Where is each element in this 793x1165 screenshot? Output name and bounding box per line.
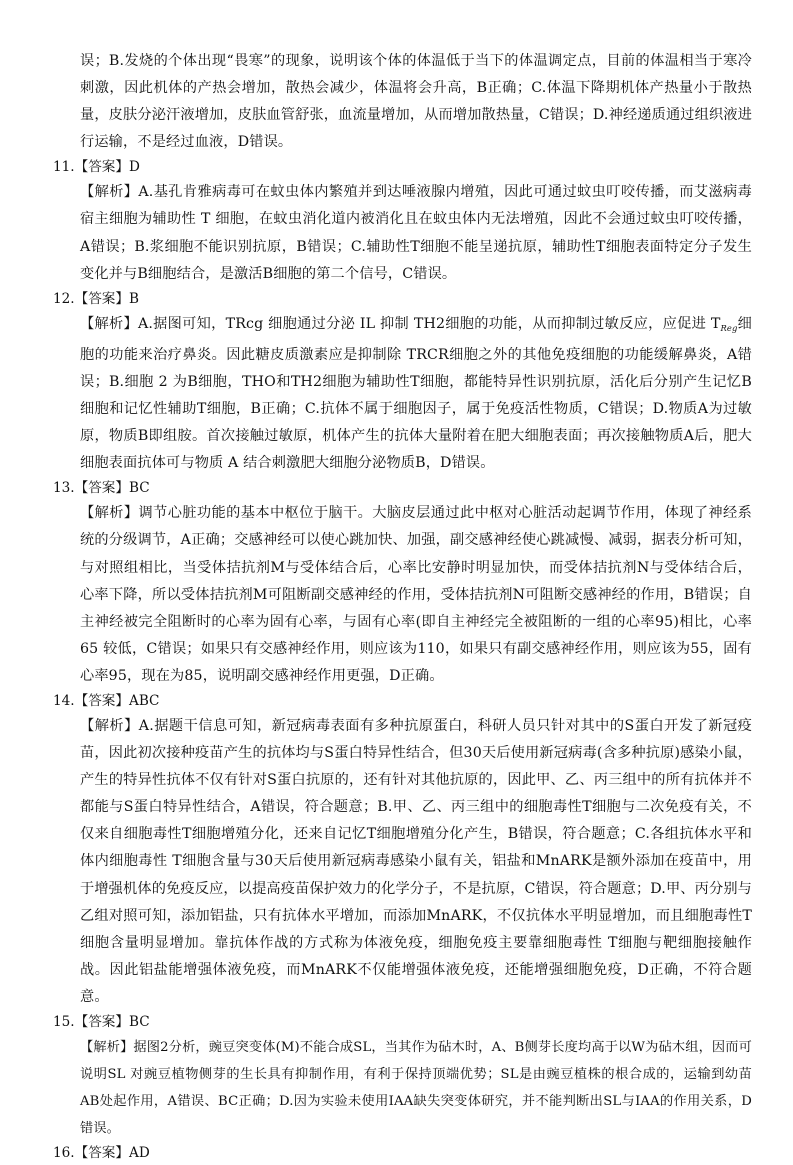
answer-line-14 bbox=[40, 690, 752, 713]
question-number: 11. bbox=[53, 159, 75, 176]
answer-line-15 bbox=[40, 1011, 752, 1034]
subscript-reg: Reg bbox=[720, 322, 738, 333]
continuation-paragraph: 误；B.发烧的个体出现“畏寒”的现象，说明该个体的体温低于当下的体温调定点，目前的体温相当于寒冷刺激，因此机体的产热会增加，散热会减少，体温将会升高，B正确；C.体温下降期机体产热量小于散热量，皮肤分泌汗液增加，皮肤血管舒张，血流量增加，从而增加散热量，C错误；D.神经递质通过组织液进行运输，不是经过血液，D错误。 bbox=[80, 53, 752, 151]
answer-label: 【答案】ABC bbox=[74, 692, 160, 709]
analysis-paragraph-13: 【解析】调节心脏功能的基本中枢位于脑干。大脑皮层通过此中枢对心脏活动起调节作用，体现了神经系统的分级调节，A正确；交感神经可以使心跳加快、加强，副交感神经使心跳减慢、减弱，据表分析可知，与对照组相比，当受体拮抗剂M与受体结合后，心率比安静时明显加快，而受体拮抗剂N与受体结合后，心率下降，所以受体拮抗剂M可阻断副交感神经的作用，受体拮抗剂N可阻断交感神经的作用，B错误；自主神经被完全阻断时的心率为固有心率，与固有心率(即自主神经完全被阻断的一组的心率95)相比，心率65 较低，C错误；如果只有交感神经作用，则应该为110，如果只有副交感神经作用，则应该为55，固有心率95，现在为85，说明副交感神经作用更强，D正确。 bbox=[80, 505, 752, 684]
answer-key-page bbox=[40, 48, 752, 1165]
answer-line-13 bbox=[40, 477, 752, 500]
answer-line-12 bbox=[40, 288, 752, 311]
answer-label: 【答案】D bbox=[74, 159, 140, 176]
question-number: 14. bbox=[53, 692, 75, 709]
analysis-paragraph-15: 【解析】据图2分析，豌豆突变体(M)不能合成SL，当其作为砧木时，A、B侧芽长度均高于以W为砧木组，因而可说明SL 对豌豆植物侧芽的生长具有抑制作用，有利于保持顶端优势；SL是由豌豆植株的根合成的，运输到幼苗AB处起作用，A错误、BC正确；D.因为实验未使用IAA缺失突变体研究，并不能判断出SL与IAA的作用关系，D错误。 bbox=[80, 1040, 752, 1136]
analysis-text-part-a: 【解析】A.据图可知，TRcg 细胞通过分泌 IL 抑制 TH2细胞的功能，从而抑制过敏反应，应促进 T bbox=[80, 315, 721, 332]
analysis-paragraph-14: 【解析】A.据题干信息可知，新冠病毒表面有多种抗原蛋白，科研人员只针对其中的S蛋白开发了新冠疫苗，因此初次接种疫苗产生的抗体均与S蛋白特异性结合，但30天后使用新冠病毒(含多种抗原)感染小鼠，产生的特异性抗体不仅有针对S蛋白抗原的，还有针对其他抗原的，因此甲、乙、丙三组中的所有抗体并不都能与S蛋白特异性结合，A错误，符合题意；B.甲、乙、丙三组中的细胞毒性T细胞与二次免疫有关，不仅来自细胞毒性T细胞增殖分化，还来自记忆T细胞增殖分化产生，B错误，符合题意；C.各组抗体水平和体内细胞毒性 T细胞含量与30天后使用新冠病毒感染小鼠有关，铝盐和MnARK是额外添加在疫苗中，用于增强机体的免疫反应，以提高疫苗保护效力的化学分子，不是抗原，C错误，符合题意；D.甲、丙分别与乙组对照可知，添加铝盐，只有抗体水平增加，而添加MnARK，不仅抗体水平明显增加，而且细胞毒性T细胞含量明显增加。靠抗体作战的方式称为体液免疫，细胞免疫主要靠细胞毒性 T细胞与靶细胞接触作战。因此铝盐能增强体液免疫，而MnARK不仅能增强体液免疫，还能增强细胞免疫，D正确，不符合题意。 bbox=[80, 717, 752, 1005]
answer-line-16 bbox=[40, 1142, 752, 1165]
answer-label: 【答案】BC bbox=[74, 1014, 150, 1030]
question-number: 13. bbox=[53, 480, 75, 497]
analysis-text-part-b: 细胞的功能来治疗鼻炎。因此糖皮质激素应是抑制除 TRCR细胞之外的其他免疫细胞的功能缓解鼻炎，A错误；B.细胞 2 为B细胞，THO和TH2细胞为辅助性T细胞，都能特异性识别抗原，活化后分别产生记忆B细胞和记忆性辅助T细胞，B正确；C.抗体不属于细胞因子，属于免疫活性物质，C错误；D.物质A为过敏原，物质B即组胺。首次接触过敏原，机体产生的抗体大量附着在肥大细胞表面；再次接触物质A后，肥大细胞表面抗体可与物质 A 结合刺激肥大细胞分泌物质B，D错误。 bbox=[80, 315, 752, 472]
question-number: 15. bbox=[53, 1014, 75, 1030]
analysis-paragraph-11: 【解析】A.基孔肯雅病毒可在蚊虫体内繁殖并到达唾液腺内增殖，因此可通过蚊虫叮咬传播，而艾滋病毒宿主细胞为辅助性 T 细胞，在蚊虫消化道内被消化且在蚊虫体内无法增殖，因此不会通过蚊虫叮咬传播，A错误；B.浆细胞不能识别抗原，B错误；C.辅助性T细胞不能呈递抗原，辅助性T细胞表面特定分子发生变化并与B细胞结合，是激活B细胞的第二个信号，C错误。 bbox=[80, 184, 752, 282]
answer-label: 【答案】BC bbox=[74, 480, 150, 497]
question-number: 12. bbox=[53, 290, 75, 307]
analysis-paragraph-12 bbox=[40, 311, 752, 478]
question-number: 16. bbox=[53, 1145, 75, 1161]
answer-label: 【答案】AD bbox=[74, 1145, 150, 1161]
answer-line-11 bbox=[40, 156, 752, 179]
answer-label: 【答案】B bbox=[74, 290, 139, 307]
